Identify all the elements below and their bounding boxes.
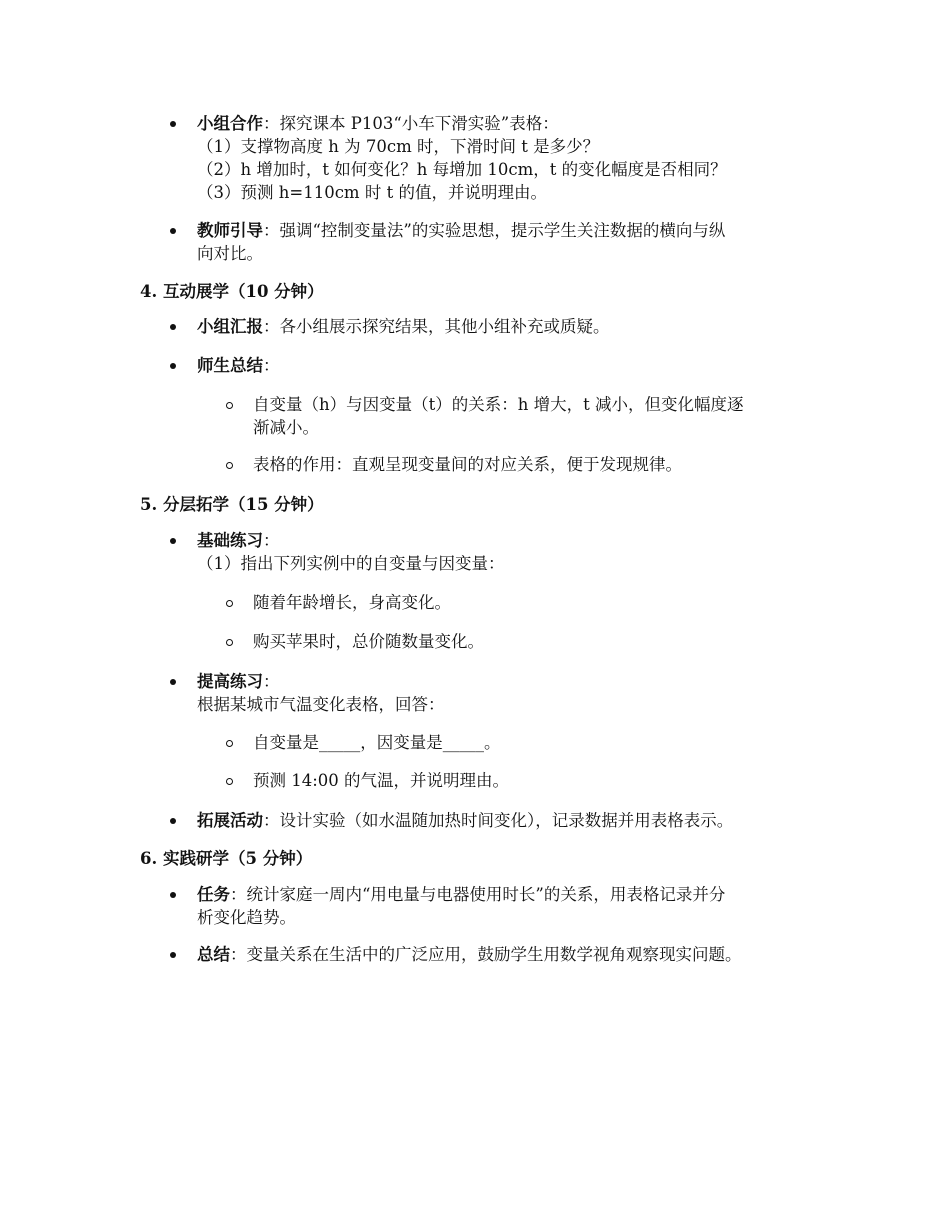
sub-item: 自变量是_____，因变量是_____。 bbox=[253, 733, 501, 752]
list-item-teacher-guide bbox=[197, 219, 725, 242]
bullet-icon bbox=[170, 892, 176, 898]
item-label: 小组合作 bbox=[197, 114, 263, 133]
list-item-extension bbox=[197, 809, 733, 832]
sub-item: 表格的作用：直观呈现变量间的对应关系，便于发现规律。 bbox=[253, 455, 682, 474]
circle-bullet-icon bbox=[226, 600, 233, 607]
list-item-group-coop bbox=[197, 112, 559, 135]
item-text: ：强调“控制变量法”的实验思想，提示学生关注数据的横向与纵 bbox=[263, 221, 726, 240]
item-label: 任务 bbox=[197, 885, 230, 904]
sub-item: 购买苹果时，总价随数量变化。 bbox=[253, 632, 484, 651]
item-text: ： bbox=[263, 356, 280, 375]
item-label: 总结 bbox=[197, 945, 230, 964]
sub-item: 预测 14:00 的气温，并说明理由。 bbox=[253, 771, 510, 790]
list-item-basic bbox=[197, 529, 280, 552]
sub-item: 自变量（h）与因变量（t）的关系：h 增大，t 减小，但变化幅度逐 bbox=[253, 395, 744, 414]
item-text: ：变量关系在生活中的广泛应用，鼓励学生用数学视角观察现实问题。 bbox=[230, 945, 742, 964]
item-text: ： bbox=[263, 531, 280, 550]
circle-bullet-icon bbox=[226, 639, 233, 646]
item-label: 师生总结 bbox=[197, 356, 263, 375]
list-item-task bbox=[197, 883, 725, 906]
section-heading-5: 5. 分层拓学（15 分钟） bbox=[140, 495, 324, 514]
item-label: 提高练习 bbox=[197, 672, 263, 691]
item-label: 拓展活动 bbox=[197, 811, 263, 830]
question-2: （2）h 增加时，t 如何变化？h 每增加 10cm，t 的变化幅度是否相同？ bbox=[197, 160, 727, 179]
bullet-icon bbox=[170, 818, 176, 824]
item-label: 教师引导 bbox=[197, 221, 263, 240]
item-text: ：探究课本 P103“小车下滑实验”表格： bbox=[263, 114, 559, 133]
circle-bullet-icon bbox=[226, 740, 233, 747]
bullet-icon bbox=[170, 952, 176, 958]
item-text: ：设计实验（如水温随加热时间变化），记录数据并用表格表示。 bbox=[263, 811, 734, 830]
section-heading-6: 6. 实践研学（5 分钟） bbox=[140, 849, 313, 868]
circle-bullet-icon bbox=[226, 462, 233, 469]
question-3: （3）预测 h=110cm 时 t 的值，并说明理由。 bbox=[197, 183, 547, 202]
sub-item: 随着年龄增长，身高变化。 bbox=[253, 593, 451, 612]
item-text-cont: 析变化趋势。 bbox=[197, 908, 296, 927]
item-text: ：统计家庭一周内“用电量与电器使用时长”的关系，用表格记录并分 bbox=[230, 885, 726, 904]
item-text-cont: 向对比。 bbox=[197, 244, 263, 263]
item-label: 小组汇报 bbox=[197, 317, 263, 336]
item-label: 基础练习 bbox=[197, 531, 263, 550]
item-text: ：各小组展示探究结果，其他小组补充或质疑。 bbox=[263, 317, 610, 336]
bullet-icon bbox=[170, 679, 176, 685]
bullet-icon bbox=[170, 324, 176, 330]
bullet-icon bbox=[170, 228, 176, 234]
circle-bullet-icon bbox=[226, 778, 233, 785]
list-item-conclusion bbox=[197, 943, 742, 966]
question-1: （1）指出下列实例中的自变量与因变量： bbox=[197, 554, 505, 573]
list-item-advanced bbox=[197, 670, 280, 693]
item-text: ： bbox=[263, 672, 280, 691]
circle-bullet-icon bbox=[226, 402, 233, 409]
question-1: （1）支撑物高度 h 为 70cm 时，下滑时间 t 是多少？ bbox=[197, 137, 600, 156]
bullet-icon bbox=[170, 538, 176, 544]
bullet-icon bbox=[170, 363, 176, 369]
item-text-cont: 根据某城市气温变化表格，回答： bbox=[197, 695, 445, 714]
bullet-icon bbox=[170, 121, 176, 127]
list-item-group-report bbox=[197, 315, 610, 338]
sub-item-cont: 渐减小。 bbox=[253, 418, 319, 437]
section-heading-4: 4. 互动展学（10 分钟） bbox=[140, 282, 324, 301]
list-item-summary bbox=[197, 354, 280, 377]
